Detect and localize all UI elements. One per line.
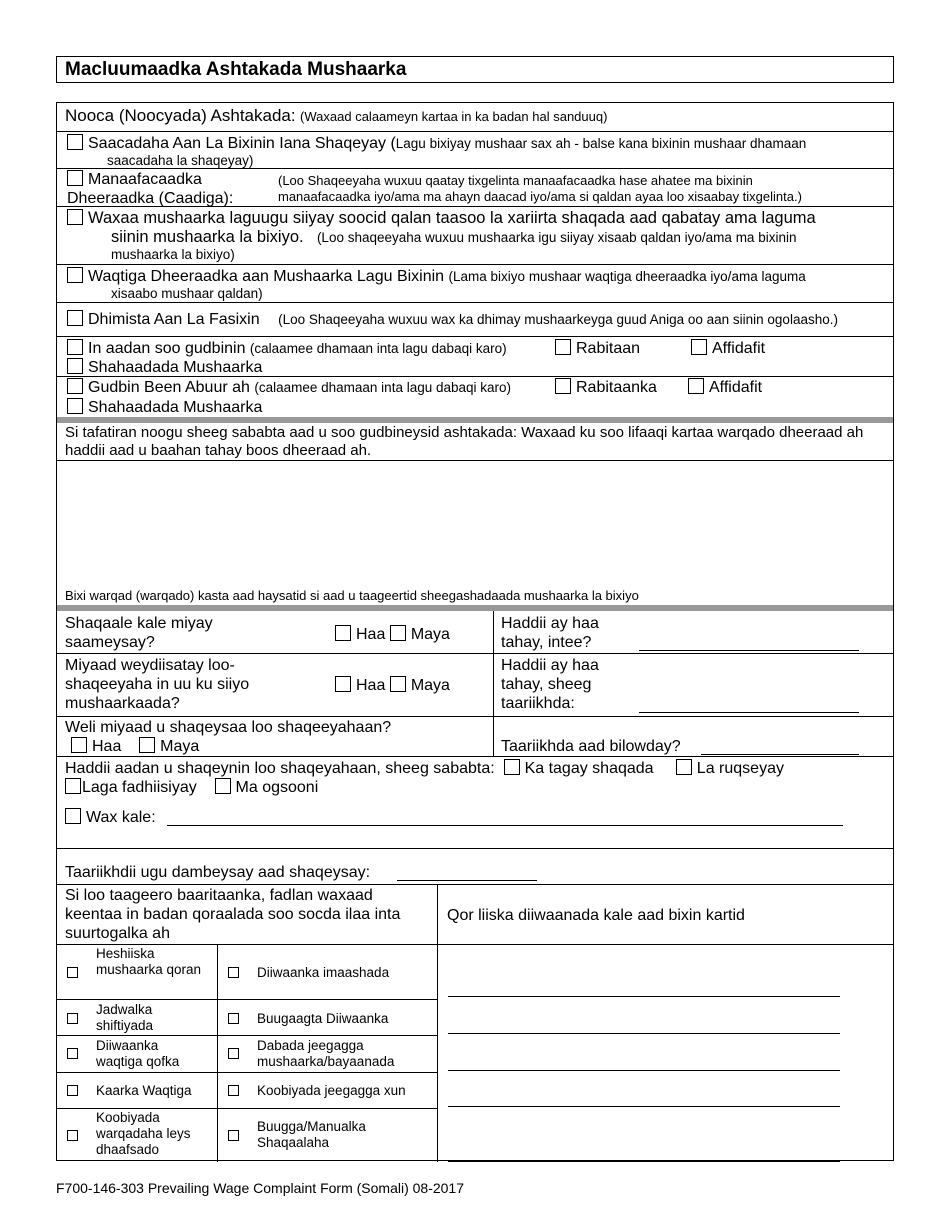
false-submission-request-label: Rabitaanka xyxy=(576,379,657,396)
record-handbook-label: Buugga/Manualka Shaqaalaha xyxy=(257,1119,366,1150)
q-other-workers xyxy=(57,611,893,654)
false-submission-payroll-checkbox[interactable] xyxy=(67,398,83,414)
q4-quit-checkbox[interactable] xyxy=(504,759,520,775)
option-false-submission xyxy=(57,377,893,417)
type-heading: Nooca (Noocyada) Ashtakada: xyxy=(65,106,296,125)
q2-yes: Haa xyxy=(356,677,386,694)
q4-other-input[interactable] xyxy=(167,810,843,826)
record-paystubs-label: Dabada jeegagga mushaarka/bayaanada xyxy=(257,1038,395,1069)
overtime-checkbox[interactable] xyxy=(67,267,83,283)
last-worked-row xyxy=(57,849,893,885)
records-row-5 xyxy=(57,1109,437,1162)
record-books-label: Buugaagta Diiwaanka xyxy=(257,1011,389,1026)
q4-quit: Ka tagay shaqada xyxy=(524,760,654,777)
unpaid-hours-checkbox[interactable] xyxy=(67,134,83,150)
record-timecard-checkbox[interactable] xyxy=(67,1085,78,1096)
not-submitted-payroll-label: Shahaadada Mushaarka xyxy=(88,359,263,376)
false-submission-payroll-label: Shahaadada Mushaarka xyxy=(88,399,263,416)
record-timelog-checkbox[interactable] xyxy=(67,1048,78,1059)
q4-other-checkbox[interactable] xyxy=(65,808,81,824)
type-heading-note: (Waxaad calaameyn kartaa in ka badan hal sanduuq) xyxy=(300,109,608,124)
overtime-note-2: xisaabo mushaar qaldan) xyxy=(111,286,263,301)
misclassification-label: Waxaa mushaarka laguugu siiyay soocid qalan taasoo la xariirta shaqada aad qabatay ama laguma xyxy=(88,209,816,227)
q1-no-checkbox[interactable] xyxy=(390,625,406,641)
other-records-list xyxy=(438,945,894,1162)
q4-laid-off: Laga fadhiisiyay xyxy=(82,779,197,796)
records-row-2 xyxy=(57,1000,437,1036)
q2-no-checkbox[interactable] xyxy=(390,676,406,692)
record-attendance-label: Diiwaanka imaashada xyxy=(257,965,390,980)
q1-right-label: Haddii ay haa tahay, intee? xyxy=(501,615,599,651)
q4-fired-checkbox[interactable] xyxy=(676,759,692,775)
q2-date-input[interactable] xyxy=(639,699,859,713)
q-still-working xyxy=(57,717,893,757)
option-fringe-benefits xyxy=(57,169,893,207)
form-title: Macluumaadka Ashtakada Mushaarka xyxy=(65,59,407,80)
not-submitted-label: In aadan soo gudbinin xyxy=(88,340,246,357)
not-submitted-request-checkbox[interactable] xyxy=(555,339,571,355)
explain-note: Bixi warqad (warqado) kasta aad haysatid si aad u taageertid sheegashadaada mushaarka la bixiyo xyxy=(65,588,639,603)
not-submitted-checkbox[interactable] xyxy=(67,339,83,355)
fringe-benefits-checkbox[interactable] xyxy=(67,170,83,186)
unpaid-hours-note: Lagu bixiyay mushaar sax ah - balse kana bixinin mushaar dhamaan xyxy=(395,136,807,151)
option-misclassification xyxy=(57,207,893,265)
q2-yes-checkbox[interactable] xyxy=(335,676,351,692)
explain-instructions xyxy=(57,423,893,461)
deductions-note: (Loo Shaqeeyaha wuxuu wax ka dhimay mushaarkeyga guud Aniga oo aan siinin ogolaasho.) xyxy=(278,312,838,327)
option-overtime xyxy=(57,265,893,303)
records-checklist xyxy=(57,945,438,1162)
q3-yes-checkbox[interactable] xyxy=(71,737,87,753)
records-header-row xyxy=(57,885,893,945)
not-submitted-affidavit-label: Affidafit xyxy=(712,340,766,357)
last-worked-input[interactable] xyxy=(397,865,537,881)
overtime-label: Waqtiga Dheeraadka aan Mushaarka Lagu Bixinin xyxy=(88,268,445,285)
q4-laid-off-checkbox[interactable] xyxy=(65,778,81,794)
explain-text: Si tafatiran noogu sheeg sababta aad u soo gudbineysid ashtakada: Waxaad ku soo lifaaqi kartaa warqado dheeraad ah haddii aad u baahan tahay boos dheeraad ah. xyxy=(65,424,864,459)
record-timecard-label: Kaarka Waqtiga xyxy=(96,1083,192,1098)
record-badchecks-checkbox[interactable] xyxy=(228,1085,239,1096)
record-badchecks-label: Koobiyada jeegagga xun xyxy=(257,1083,406,1098)
q1-yes: Haa xyxy=(356,626,386,643)
q1-how-many-input[interactable] xyxy=(639,637,859,651)
q3-no: Maya xyxy=(160,738,200,755)
records-left-header: Si loo taageero baaritaanka, fadlan waxaad keentaa in badan qoraalada soo socda ilaa inta suurtogalka ah xyxy=(65,887,401,942)
q4-unknown-checkbox[interactable] xyxy=(215,778,231,794)
record-letters-label: Koobiyada warqadaha leys dhaafsado xyxy=(96,1110,191,1157)
record-books-checkbox[interactable] xyxy=(228,1013,239,1024)
option-unpaid-hours xyxy=(57,132,893,169)
other-record-line-2[interactable] xyxy=(448,1020,840,1034)
record-shift-label: Jadwalka shiftiyada xyxy=(96,1002,154,1033)
option-not-submitted xyxy=(57,337,893,377)
option-deductions xyxy=(57,303,893,337)
record-contract-checkbox[interactable] xyxy=(67,967,78,978)
other-record-line-3[interactable] xyxy=(448,1057,840,1071)
q4-unknown: Ma ogsooni xyxy=(235,779,319,796)
q3-yes: Haa xyxy=(92,738,122,755)
false-submission-note: (calaamee dhamaan inta lagu dabaqi karo) xyxy=(254,380,512,395)
q4-other-label: Wax kale: xyxy=(86,809,156,826)
record-handbook-checkbox[interactable] xyxy=(228,1130,239,1141)
other-record-line-4[interactable] xyxy=(448,1093,840,1107)
records-right-header: Qor liiska diiwaanada kale aad bixin kartid xyxy=(447,907,745,924)
q-asked-employer xyxy=(57,654,893,717)
q2-no: Maya xyxy=(410,677,450,694)
q2-right-label: Haddii ay haa tahay, sheeg taariikhda: xyxy=(501,657,599,712)
q2-label: Miyaad weydiisatay loo-shaqeeyaha in uu ku siiyo mushaarkaada? xyxy=(65,657,250,712)
record-paystubs-checkbox[interactable] xyxy=(228,1048,239,1059)
records-row-1 xyxy=(57,945,437,1000)
record-letters-checkbox[interactable] xyxy=(67,1130,78,1141)
other-record-line-1[interactable] xyxy=(448,983,840,997)
complaint-form xyxy=(56,102,894,1161)
not-submitted-affidavit-checkbox[interactable] xyxy=(691,339,707,355)
fringe-label-b: Dheeraadka (Caadiga): xyxy=(67,190,234,207)
q1-yes-checkbox[interactable] xyxy=(335,625,351,641)
type-heading-row xyxy=(57,103,893,132)
form-footer: F700-146-303 Prevailing Wage Complaint Form (Somali) 08-2017 xyxy=(56,1180,465,1196)
q4-fired: La ruqseyay xyxy=(696,760,784,777)
q-reason-left xyxy=(57,757,893,849)
record-shift-checkbox[interactable] xyxy=(67,1013,78,1024)
other-record-line-5[interactable] xyxy=(448,1148,840,1162)
false-submission-label: Gudbin Been Abuur ah xyxy=(88,379,250,396)
last-worked-label: Taariikhdii ugu dambeysay aad shaqeysay: xyxy=(65,864,371,881)
q3-right-label: Taariikhda aad bilowday? xyxy=(501,738,681,755)
misclassification-note-2: mushaarka la bixiyo) xyxy=(111,247,235,262)
q3-label: Weli miyaad u shaqeysaa loo shaqeeyahaan? xyxy=(65,719,392,736)
misclassification-label-2: siinin mushaarka la bixiyo. xyxy=(111,228,304,246)
not-submitted-payroll-checkbox[interactable] xyxy=(67,358,83,374)
not-submitted-request-label: Rabitaan xyxy=(576,340,641,357)
false-submission-request-checkbox[interactable] xyxy=(555,378,571,394)
false-submission-checkbox[interactable] xyxy=(67,378,83,394)
not-submitted-note: (calaamee dhamaan inta lagu dabaqi karo) xyxy=(249,341,507,356)
explain-textarea[interactable] xyxy=(57,461,893,605)
overtime-note: (Lama bixiyo mushaar waqtiga dheeraadka iyo/ama laguma xyxy=(448,269,806,284)
records-row-3 xyxy=(57,1036,437,1073)
record-contract-label: Heshiiska mushaarka qoran xyxy=(96,946,202,977)
fringe-note-a: (Loo Shaqeeyaha wuxuu qaatay tixgelinta manaafacaadka hase ahatee ma bixinin xyxy=(278,173,753,188)
deductions-label: Dhimista Aan La Fasixin xyxy=(88,311,260,328)
record-attendance-checkbox[interactable] xyxy=(228,967,239,978)
unpaid-hours-label: Saacadaha Aan La Bixinin Iana Shaqeyay ( xyxy=(88,135,396,152)
fringe-note-b: manaafacaadka iyo/ama ma ahayn daacad iyo/ama si qaldan ayaa loo xisaabay tixgelinta.) xyxy=(278,189,802,204)
q3-no-checkbox[interactable] xyxy=(139,737,155,753)
records-row-4 xyxy=(57,1073,437,1109)
q4-label: Haddii aadan u shaqeynin loo shaqeyahaan, sheeg sababta: xyxy=(65,760,495,777)
unpaid-hours-note-2: saacadaha la shaqeyay) xyxy=(107,153,254,168)
deductions-checkbox[interactable] xyxy=(67,310,83,326)
record-timelog-label: Diiwaanka waqtiga qofka xyxy=(96,1038,180,1069)
misclassification-checkbox[interactable] xyxy=(67,209,83,225)
fringe-label-a: Manaafacaadka xyxy=(88,171,202,188)
q3-start-date-input[interactable] xyxy=(701,741,859,755)
q1-no: Maya xyxy=(410,626,450,643)
misclassification-note: (Loo shaqeeyaha wuxuu mushaarka igu siiyay xisaab qaldan iyo/ama ma bixinin xyxy=(316,230,797,245)
false-submission-affidavit-label: Affidafit xyxy=(709,379,763,396)
q1-label: Shaqaale kale miyay saameysay? xyxy=(65,615,213,651)
false-submission-affidavit-checkbox[interactable] xyxy=(688,378,704,394)
form-title-box xyxy=(56,56,894,83)
